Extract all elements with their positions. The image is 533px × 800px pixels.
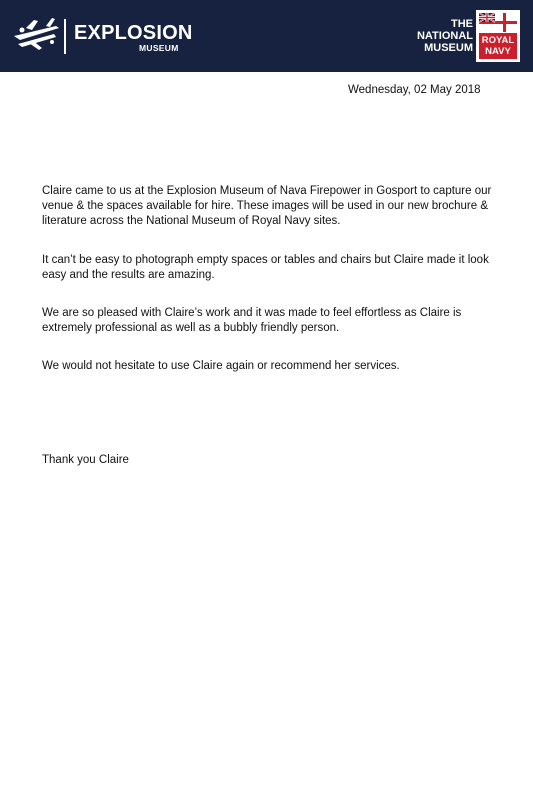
- letter-paragraph-4: We would not hesitate to use Claire again or recommend her services.: [42, 360, 400, 372]
- letter-date: Wednesday, 02 May 2018: [348, 84, 481, 96]
- nmrn-line-2: NATIONAL: [416, 30, 473, 42]
- white-ensign-flag-icon: [479, 13, 517, 32]
- letter-paragraph-3: We are so pleased with Claire’s work and it was made to feel effortless as Claire is extremely professional as well as a bubbly friendly person.: [42, 307, 462, 334]
- nmrn-line-1: THE: [451, 18, 473, 30]
- page-header: [0, 0, 533, 72]
- logo-divider: [64, 19, 66, 54]
- royal-navy-badge: [476, 10, 520, 62]
- royal-navy-label-box: [479, 33, 517, 59]
- national-museum-wordmark: [393, 18, 473, 54]
- museum-subword: MUSEUM: [139, 43, 179, 53]
- explosion-wordmark: EXPLOSION: [74, 22, 193, 44]
- letter-paragraph-2: It can’t be easy to photograph empty spaces or tables and chairs but Claire made it look easy and the results are amazing.: [42, 254, 489, 281]
- royal-navy-line-2: NAVY: [485, 46, 511, 57]
- letter-paragraph-1: Claire came to us at the Explosion Museum of Nava Firepower in Gosport to capture our venue & the spaces available for hire. These images will be used in our new brochure & literature across the National Museum of Royal Navy sites.: [42, 185, 492, 227]
- nmrn-line-3: MUSEUM: [424, 42, 473, 54]
- explosion-aircraft-icon: [12, 14, 62, 54]
- royal-navy-line-1: ROYAL: [481, 35, 515, 46]
- letter-closing: Thank you Claire: [42, 454, 129, 466]
